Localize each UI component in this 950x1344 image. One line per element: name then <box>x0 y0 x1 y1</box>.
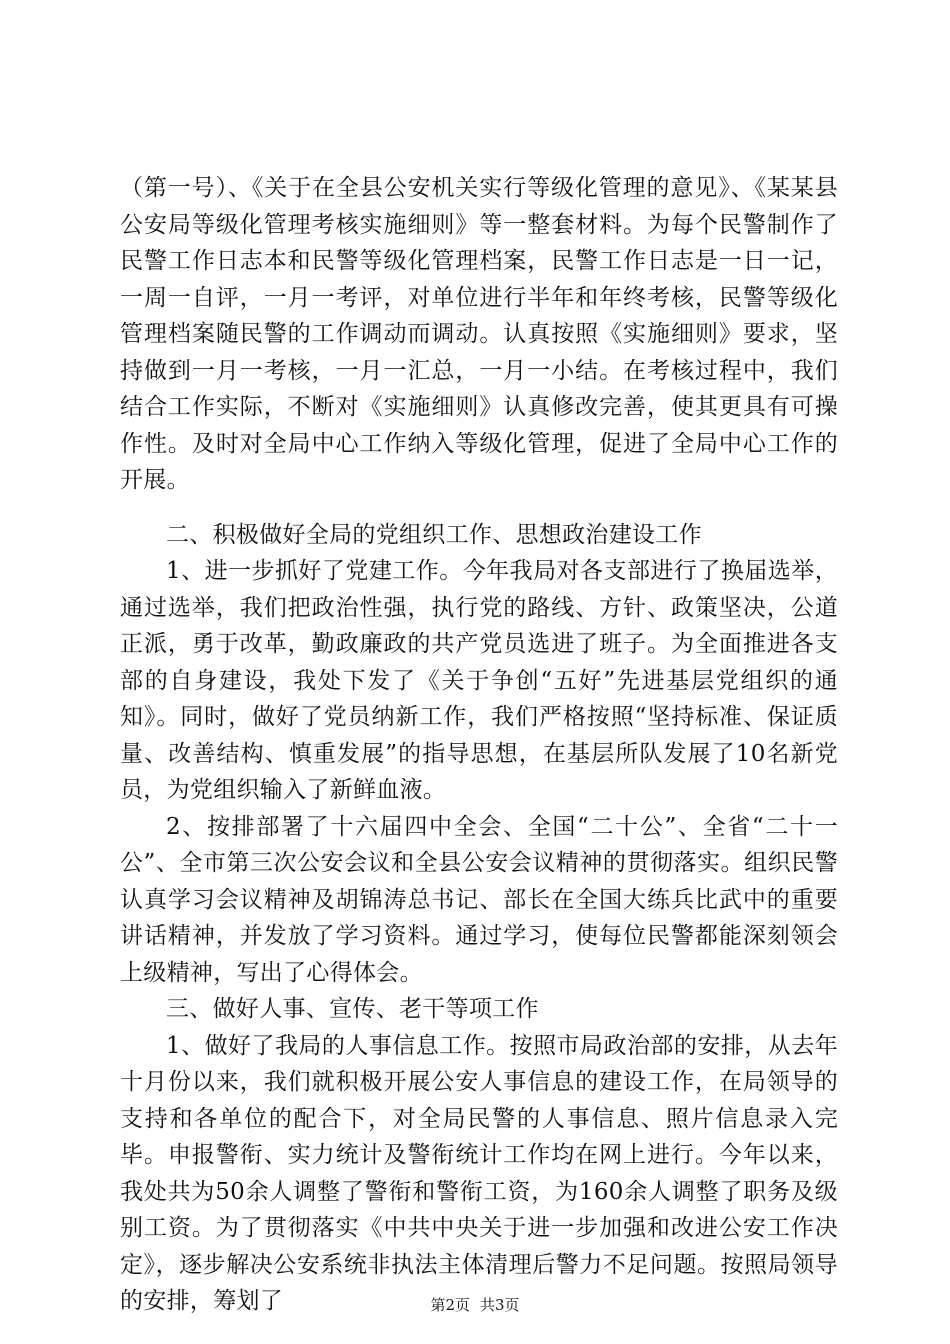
paragraph-continuation: （第一号）、《关于在全县公安机关实行等级化管理的意见》、《某某县公安局等级化管理考核实施细则》等一整套材料。为每个民警制作了民警工作日志本和民警等级化管理档案，民警工作日志是一日一记，一周一自评，一月一考评，对单位进行半年和年终考核，民警等级化管理档案随民警的工作调动而调动。认真按照《实施细则》要求，坚持做到一月一考核，一月一汇总，一月一小结。在考核过程中，我们结合工作实际，不断对《实施细则》认真修改完善，使其更具有可操作性。及时对全局中心工作纳入等级化管理，促进了全局中心工作的开展。 <box>120 175 838 493</box>
section-heading-personnel: 三、做好人事、宣传、老干等项工作 <box>166 996 539 1022</box>
page-footer <box>0 1295 950 1315</box>
page-total: 共3页 <box>480 1296 520 1314</box>
paragraph-meeting-spirit: 2、按排部署了十六届四中全会、全国“二十公”、全省“二十一公”、全市第三次公安会议和全县公安会议精神的贯彻落实。组织民警认真学习会议精神及胡锦涛总书记、部长在全国大练兵比武中的重要讲话精神，并发放了学习资料。通过学习，使每位民警都能深刻领会上级精神，写出了心得体会。 <box>120 813 838 986</box>
paragraph-party-building: 1、进一步抓好了党建工作。今年我局对各支部进行了换届选举，通过选举，我们把政治性强，执行党的路线、方针、政策坚决，公道正派，勇于改革，勤政廉政的共产党员选进了班子。为全面推进各支部的自身建设，我处下发了《关于争创“五好”先进基层党组织的通知》。同时，做好了党员纳新工作，我们严格按照“坚持标准、保证质量、改善结构、慎重发展”的指导思想，在基层所队发展了10名新党员，为党组织输入了新鲜血液。 <box>120 558 838 803</box>
section-heading-party-work: 二、积极做好全局的党组织工作、思想政治建设工作 <box>166 521 702 548</box>
document-body <box>120 170 838 1320</box>
page-number: 第2页 <box>430 1296 470 1314</box>
paragraph-personnel-info: 1、做好了我局的人事信息工作。按照市局政治部的安排，从去年十月份以来，我们就积极开展公安人事信息的建设工作，在局领导的支持和各单位的配合下，对全局民警的人事信息、照片信息录入完毕。申报警衔、实力统计及警衔统计工作均在网上进行。今年以来，我处共为50余人调整了警衔和警衔工资，为160余人调整了职务及级别工资。为了贯彻落实《中共中央关于进一步加强和改进公安工作决定》，逐步解决公安系统非执法主体清理后警力不足问题。按照局领导的安排，筹划了 <box>120 1032 838 1314</box>
